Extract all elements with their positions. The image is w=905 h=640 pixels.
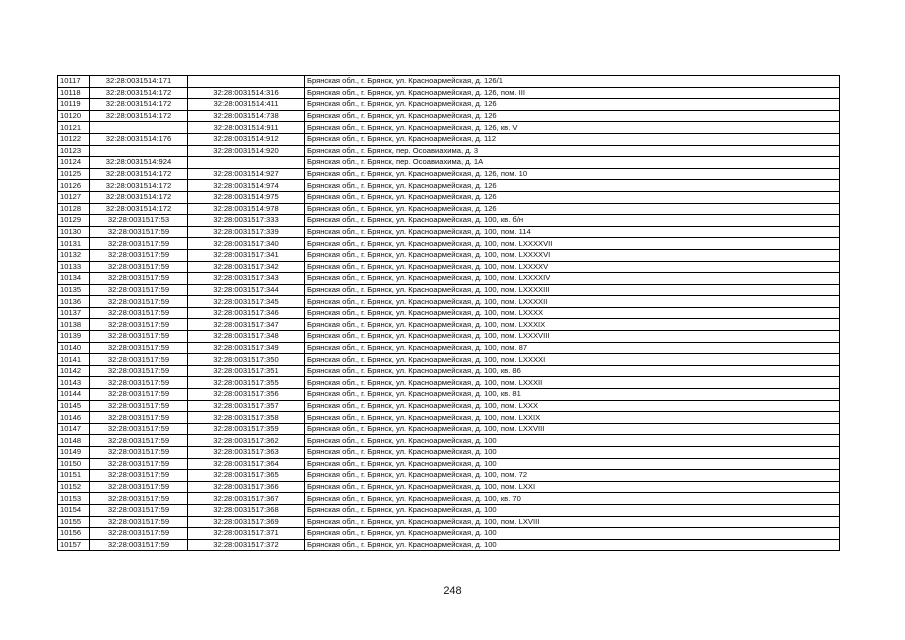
table-row (58, 157, 840, 169)
row-number-cell: 10139 (58, 331, 90, 343)
address-cell: Брянская обл., г. Брянск, ул. Красноармейская, д. 112 (305, 133, 840, 145)
cadastral-number-cell: 32:28:0031517:59 (90, 377, 188, 389)
cadastral-number-cell: 32:28:0031517:53 (90, 215, 188, 227)
table-row (58, 493, 840, 505)
table-row (58, 342, 840, 354)
premises-cadastral-cell (188, 76, 305, 88)
cadastral-number-cell: 32:28:0031514:172 (90, 110, 188, 122)
address-cell: Брянская обл., г. Брянск, ул. Красноармейская, д. 100, пом. LXXI (305, 481, 840, 493)
table-row (58, 539, 840, 551)
cadastral-number-cell: 32:28:0031517:59 (90, 470, 188, 482)
premises-cadastral-cell (188, 157, 305, 169)
address-cell: Брянская обл., г. Брянск, ул. Красноармейская, д. 100, пом. LXXXXV (305, 261, 840, 273)
address-cell: Брянская обл., г. Брянск, ул. Красноармейская, д. 100, пом. 72 (305, 470, 840, 482)
address-cell: Брянская обл., г. Брянск, ул. Красноармейская, д. 100 (305, 539, 840, 551)
premises-cadastral-cell: 32:28:0031517:372 (188, 539, 305, 551)
table-row (58, 307, 840, 319)
row-number-cell: 10142 (58, 365, 90, 377)
table-row (58, 99, 840, 111)
address-cell: Брянская обл., г. Брянск, ул. Красноармейская, д. 100, пом. LXVIII (305, 516, 840, 528)
cadastral-number-cell: 32:28:0031517:59 (90, 389, 188, 401)
premises-cadastral-cell: 32:28:0031514:927 (188, 168, 305, 180)
address-cell: Брянская обл., г. Брянск, ул. Красноармейская, д. 126, пом. 10 (305, 168, 840, 180)
table-row (58, 528, 840, 540)
table-row (58, 412, 840, 424)
table-row (58, 249, 840, 261)
cadastral-number-cell: 32:28:0031517:59 (90, 539, 188, 551)
cadastral-number-cell: 32:28:0031517:59 (90, 516, 188, 528)
row-number-cell: 10121 (58, 122, 90, 134)
premises-cadastral-cell: 32:28:0031517:365 (188, 470, 305, 482)
premises-cadastral-cell: 32:28:0031517:345 (188, 296, 305, 308)
cadastral-number-cell: 32:28:0031517:59 (90, 458, 188, 470)
row-number-cell: 10127 (58, 191, 90, 203)
premises-cadastral-cell: 32:28:0031517:356 (188, 389, 305, 401)
row-number-cell: 10134 (58, 273, 90, 285)
premises-cadastral-cell: 32:28:0031517:367 (188, 493, 305, 505)
premises-cadastral-cell: 32:28:0031514:974 (188, 180, 305, 192)
row-number-cell: 10144 (58, 389, 90, 401)
table-row (58, 377, 840, 389)
table-row (58, 168, 840, 180)
premises-cadastral-cell: 32:28:0031517:333 (188, 215, 305, 227)
row-number-cell: 10132 (58, 249, 90, 261)
row-number-cell: 10122 (58, 133, 90, 145)
address-cell: Брянская обл., г. Брянск, ул. Красноармейская, д. 100, пом. LXXXXIII (305, 284, 840, 296)
address-cell: Брянская обл., г. Брянск, ул. Красноармейская, д. 100, пом. LXXVIII (305, 423, 840, 435)
row-number-cell: 10131 (58, 238, 90, 250)
address-cell: Брянская обл., г. Брянск, пер. Осоавиахима, д. 3 (305, 145, 840, 157)
premises-cadastral-cell: 32:28:0031517:346 (188, 307, 305, 319)
table-row (58, 238, 840, 250)
premises-cadastral-cell: 32:28:0031514:912 (188, 133, 305, 145)
table-row (58, 470, 840, 482)
table-row (58, 191, 840, 203)
cadastral-number-cell: 32:28:0031514:172 (90, 87, 188, 99)
address-cell: Брянская обл., г. Брянск, ул. Красноармейская, д. 100, кв. б/н (305, 215, 840, 227)
table-row (58, 273, 840, 285)
premises-cadastral-cell: 32:28:0031514:316 (188, 87, 305, 99)
row-number-cell: 10130 (58, 226, 90, 238)
table-row (58, 76, 840, 88)
cadastral-number-cell: 32:28:0031517:59 (90, 365, 188, 377)
address-cell: Брянская обл., г. Брянск, ул. Красноармейская, д. 126/1 (305, 76, 840, 88)
address-cell: Брянская обл., г. Брянск, ул. Красноармейская, д. 100 (305, 504, 840, 516)
premises-cadastral-cell: 32:28:0031517:358 (188, 412, 305, 424)
cadastral-number-cell: 32:28:0031517:59 (90, 504, 188, 516)
row-number-cell: 10117 (58, 76, 90, 88)
table-row (58, 203, 840, 215)
row-number-cell: 10149 (58, 447, 90, 459)
premises-cadastral-cell: 32:28:0031517:340 (188, 238, 305, 250)
row-number-cell: 10145 (58, 400, 90, 412)
premises-cadastral-cell: 32:28:0031517:368 (188, 504, 305, 516)
table-row (58, 435, 840, 447)
cadastral-number-cell: 32:28:0031514:924 (90, 157, 188, 169)
table-row (58, 226, 840, 238)
address-cell: Брянская обл., г. Брянск, ул. Красноармейская, д. 126 (305, 191, 840, 203)
cadastral-number-cell: 32:28:0031514:172 (90, 168, 188, 180)
table-row (58, 145, 840, 157)
row-number-cell: 10143 (58, 377, 90, 389)
address-cell: Брянская обл., г. Брянск, ул. Красноармейская, д. 126, пом. III (305, 87, 840, 99)
table-row (58, 447, 840, 459)
address-cell: Брянская обл., г. Брянск, ул. Красноармейская, д. 100, пом. LXXIX (305, 412, 840, 424)
row-number-cell: 10128 (58, 203, 90, 215)
premises-cadastral-cell: 32:28:0031514:911 (188, 122, 305, 134)
cadastral-number-cell: 32:28:0031514:172 (90, 203, 188, 215)
table-row (58, 354, 840, 366)
address-cell: Брянская обл., г. Брянск, ул. Красноармейская, д. 100, пом. LXXXXI (305, 354, 840, 366)
row-number-cell: 10157 (58, 539, 90, 551)
cadastral-number-cell: 32:28:0031514:172 (90, 180, 188, 192)
table-row (58, 133, 840, 145)
table-row (58, 87, 840, 99)
cadastral-number-cell (90, 122, 188, 134)
address-cell: Брянская обл., г. Брянск, ул. Красноармейская, д. 100, пом. 114 (305, 226, 840, 238)
row-number-cell: 10148 (58, 435, 90, 447)
cadastral-number-cell: 32:28:0031517:59 (90, 447, 188, 459)
table-row (58, 389, 840, 401)
address-cell: Брянская обл., г. Брянск, ул. Красноармейская, д. 100, пом. LXXXXIV (305, 273, 840, 285)
row-number-cell: 10118 (58, 87, 90, 99)
page-number: 248 (443, 585, 462, 597)
cadastral-number-cell: 32:28:0031517:59 (90, 284, 188, 296)
table-row (58, 504, 840, 516)
row-number-cell: 10141 (58, 354, 90, 366)
premises-cadastral-cell: 32:28:0031517:343 (188, 273, 305, 285)
table-row (58, 400, 840, 412)
cadastral-number-cell: 32:28:0031517:59 (90, 412, 188, 424)
premises-cadastral-cell: 32:28:0031514:920 (188, 145, 305, 157)
table-row (58, 319, 840, 331)
table-body (58, 76, 840, 551)
premises-cadastral-cell: 32:28:0031514:411 (188, 99, 305, 111)
address-cell: Брянская обл., г. Брянск, ул. Красноармейская, д. 100, кв. 81 (305, 389, 840, 401)
row-number-cell: 10123 (58, 145, 90, 157)
cadastral-number-cell: 32:28:0031517:59 (90, 354, 188, 366)
row-number-cell: 10153 (58, 493, 90, 505)
cadastral-number-cell: 32:28:0031517:59 (90, 493, 188, 505)
row-number-cell: 10137 (58, 307, 90, 319)
row-number-cell: 10119 (58, 99, 90, 111)
row-number-cell: 10155 (58, 516, 90, 528)
row-number-cell: 10125 (58, 168, 90, 180)
row-number-cell: 10126 (58, 180, 90, 192)
address-cell: Брянская обл., г. Брянск, ул. Красноармейская, д. 100, кв. 86 (305, 365, 840, 377)
address-cell: Брянская обл., г. Брянск, ул. Красноармейская, д. 100, пом. 87 (305, 342, 840, 354)
cadastral-number-cell (90, 145, 188, 157)
table-row (58, 423, 840, 435)
premises-cadastral-cell: 32:28:0031517:359 (188, 423, 305, 435)
address-cell: Брянская обл., г. Брянск, ул. Красноармейская, д. 100, пом. LXXXXVII (305, 238, 840, 250)
table-row (58, 122, 840, 134)
cadastral-number-cell: 32:28:0031517:59 (90, 435, 188, 447)
table-row (58, 481, 840, 493)
cadastral-number-cell: 32:28:0031517:59 (90, 319, 188, 331)
premises-cadastral-cell: 32:28:0031517:347 (188, 319, 305, 331)
address-cell: Брянская обл., г. Брянск, ул. Красноармейская, д. 100, пом. LXXXVIII (305, 331, 840, 343)
address-cell: Брянская обл., г. Брянск, ул. Красноармейская, д. 126 (305, 110, 840, 122)
address-cell: Брянская обл., г. Брянск, ул. Красноармейская, д. 126 (305, 99, 840, 111)
table-row (58, 458, 840, 470)
premises-cadastral-cell: 32:28:0031517:363 (188, 447, 305, 459)
row-number-cell: 10138 (58, 319, 90, 331)
row-number-cell: 10140 (58, 342, 90, 354)
table-row (58, 331, 840, 343)
address-cell: Брянская обл., г. Брянск, ул. Красноармейская, д. 100 (305, 458, 840, 470)
cadastral-number-cell: 32:28:0031517:59 (90, 273, 188, 285)
address-cell: Брянская обл., г. Брянск, ул. Красноармейская, д. 100, пом. LXXXIX (305, 319, 840, 331)
cadastral-number-cell: 32:28:0031514:171 (90, 76, 188, 88)
cadastral-number-cell: 32:28:0031517:59 (90, 296, 188, 308)
cadastral-number-cell: 32:28:0031517:59 (90, 307, 188, 319)
row-number-cell: 10146 (58, 412, 90, 424)
cadastral-number-cell: 32:28:0031517:59 (90, 249, 188, 261)
premises-cadastral-cell: 32:28:0031517:362 (188, 435, 305, 447)
cadastral-number-cell: 32:28:0031514:172 (90, 191, 188, 203)
address-cell: Брянская обл., г. Брянск, ул. Красноармейская, д. 126 (305, 203, 840, 215)
table-row (58, 516, 840, 528)
row-number-cell: 10150 (58, 458, 90, 470)
address-cell: Брянская обл., г. Брянск, ул. Красноармейская, д. 126 (305, 180, 840, 192)
row-number-cell: 10152 (58, 481, 90, 493)
premises-cadastral-cell: 32:28:0031517:344 (188, 284, 305, 296)
table-row (58, 180, 840, 192)
premises-cadastral-cell: 32:28:0031514:975 (188, 191, 305, 203)
row-number-cell: 10147 (58, 423, 90, 435)
table-row (58, 365, 840, 377)
premises-cadastral-cell: 32:28:0031517:341 (188, 249, 305, 261)
premises-cadastral-cell: 32:28:0031517:366 (188, 481, 305, 493)
premises-cadastral-cell: 32:28:0031517:369 (188, 516, 305, 528)
table-row (58, 261, 840, 273)
premises-cadastral-cell: 32:28:0031517:371 (188, 528, 305, 540)
cadastral-number-cell: 32:28:0031517:59 (90, 238, 188, 250)
address-cell: Брянская обл., г. Брянск, ул. Красноармейская, д. 100 (305, 435, 840, 447)
premises-cadastral-cell: 32:28:0031517:351 (188, 365, 305, 377)
premises-cadastral-cell: 32:28:0031517:342 (188, 261, 305, 273)
premises-cadastral-cell: 32:28:0031517:355 (188, 377, 305, 389)
row-number-cell: 10120 (58, 110, 90, 122)
address-cell: Брянская обл., г. Брянск, ул. Красноармейская, д. 126, кв. V (305, 122, 840, 134)
address-cell: Брянская обл., г. Брянск, пер. Осоавиахима, д. 1А (305, 157, 840, 169)
cadastral-number-cell: 32:28:0031514:172 (90, 99, 188, 111)
cadastral-number-cell: 32:28:0031517:59 (90, 400, 188, 412)
row-number-cell: 10151 (58, 470, 90, 482)
premises-cadastral-cell: 32:28:0031514:978 (188, 203, 305, 215)
cadastral-number-cell: 32:28:0031517:59 (90, 528, 188, 540)
row-number-cell: 10124 (58, 157, 90, 169)
table-row (58, 296, 840, 308)
address-cell: Брянская обл., г. Брянск, ул. Красноармейская, д. 100, пом. LXXX (305, 400, 840, 412)
address-cell: Брянская обл., г. Брянск, ул. Красноармейская, д. 100 (305, 528, 840, 540)
cadastral-number-cell: 32:28:0031517:59 (90, 481, 188, 493)
table-row (58, 110, 840, 122)
address-cell: Брянская обл., г. Брянск, ул. Красноармейская, д. 100, пом. LXXXXVI (305, 249, 840, 261)
address-cell: Брянская обл., г. Брянск, ул. Красноармейская, д. 100, пом. LXXXX (305, 307, 840, 319)
cadastral-table (57, 75, 840, 551)
row-number-cell: 10136 (58, 296, 90, 308)
address-cell: Брянская обл., г. Брянск, ул. Красноармейская, д. 100, пом. LXXXII (305, 377, 840, 389)
premises-cadastral-cell: 32:28:0031514:738 (188, 110, 305, 122)
cadastral-number-cell: 32:28:0031517:59 (90, 342, 188, 354)
table-row (58, 215, 840, 227)
cadastral-number-cell: 32:28:0031517:59 (90, 261, 188, 273)
address-cell: Брянская обл., г. Брянск, ул. Красноармейская, д. 100, кв. 70 (305, 493, 840, 505)
premises-cadastral-cell: 32:28:0031517:364 (188, 458, 305, 470)
premises-cadastral-cell: 32:28:0031517:350 (188, 354, 305, 366)
address-cell: Брянская обл., г. Брянск, ул. Красноармейская, д. 100 (305, 447, 840, 459)
cadastral-number-cell: 32:28:0031517:59 (90, 423, 188, 435)
premises-cadastral-cell: 32:28:0031517:349 (188, 342, 305, 354)
cadastral-number-cell: 32:28:0031514:176 (90, 133, 188, 145)
row-number-cell: 10135 (58, 284, 90, 296)
row-number-cell: 10129 (58, 215, 90, 227)
premises-cadastral-cell: 32:28:0031517:339 (188, 226, 305, 238)
table-row (58, 284, 840, 296)
cadastral-number-cell: 32:28:0031517:59 (90, 331, 188, 343)
row-number-cell: 10156 (58, 528, 90, 540)
premises-cadastral-cell: 32:28:0031517:357 (188, 400, 305, 412)
row-number-cell: 10133 (58, 261, 90, 273)
address-cell: Брянская обл., г. Брянск, ул. Красноармейская, д. 100, пом. LXXXXII (305, 296, 840, 308)
row-number-cell: 10154 (58, 504, 90, 516)
premises-cadastral-cell: 32:28:0031517:348 (188, 331, 305, 343)
cadastral-number-cell: 32:28:0031517:59 (90, 226, 188, 238)
